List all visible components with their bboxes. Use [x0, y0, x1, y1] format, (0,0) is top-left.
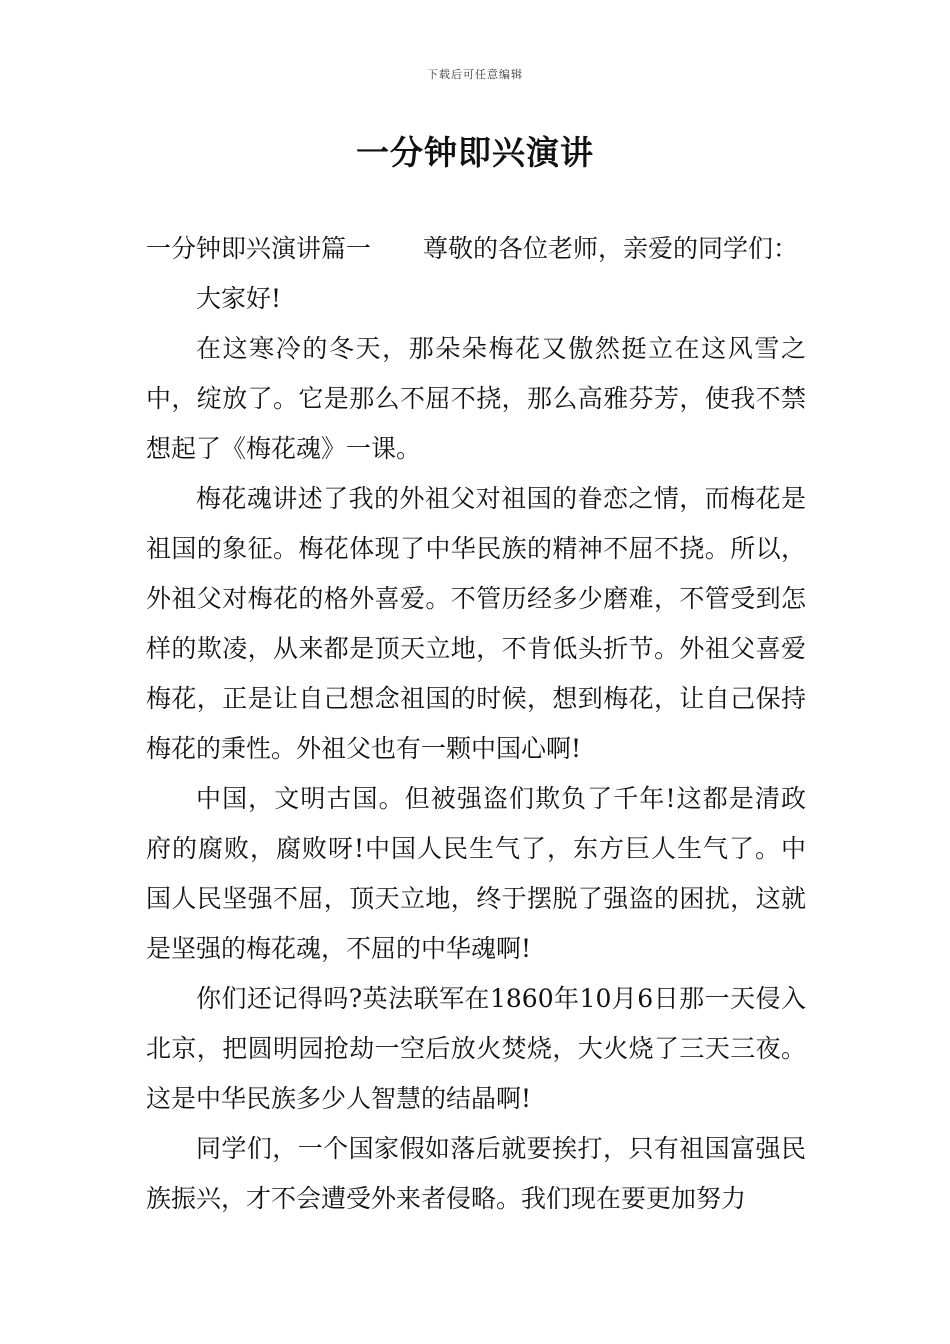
document-body — [146, 224, 806, 1224]
document-title: 一分钟即兴演讲 — [356, 133, 594, 172]
paragraph: 中国，文明古国。但被强盗们欺负了千年!这都是清政府的腐败，腐败呀!中国人民生气了，东方巨人生气了。中国人民坚强不屈，顶天立地，终于摆脱了强盗的困扰，这就是坚强的梅花魂，不屈的中华魂啊! — [146, 784, 806, 963]
intro-line — [146, 224, 806, 274]
header-note: 下载后可任意编辑 — [427, 68, 523, 81]
paragraph: 梅花魂讲述了我的外祖父对祖国的眷恋之情，而梅花是祖国的象征。梅花体现了中华民族的精神不屈不挠。所以，外祖父对梅花的格外喜爱。不管历经多少磨难，不管受到怎样的欺凌，从来都是顶天立地，不肯低头折节。外祖父喜爱梅花，正是让自己想念祖国的时候，想到梅花，让自己保持梅花的秉性。外祖父也有一颗中国心啊! — [146, 484, 806, 763]
paragraph: 同学们，一个国家假如落后就要挨打，只有祖国富强民族振兴，才不会遭受外来者侵略。我们现在要更加努力 — [146, 1134, 806, 1213]
salutation: 尊敬的各位老师，亲爱的同学们： — [423, 234, 799, 263]
paragraph: 在这寒冷的冬天，那朵朵梅花又傲然挺立在这风雪之中，绽放了。它是那么不屈不挠，那么高雅芬芳，使我不禁想起了《梅花魂》一课。 — [146, 334, 806, 463]
paragraph: 大家好! — [196, 284, 282, 313]
section-subtitle: 一分钟即兴演讲篇一 — [146, 234, 372, 263]
paragraph: 你们还记得吗?英法联军在1860年10月6日那一天侵入北京，把圆明园抢劫一空后放火焚烧，大火烧了三天三夜。这是中华民族多少人智慧的结晶啊! — [146, 984, 806, 1113]
